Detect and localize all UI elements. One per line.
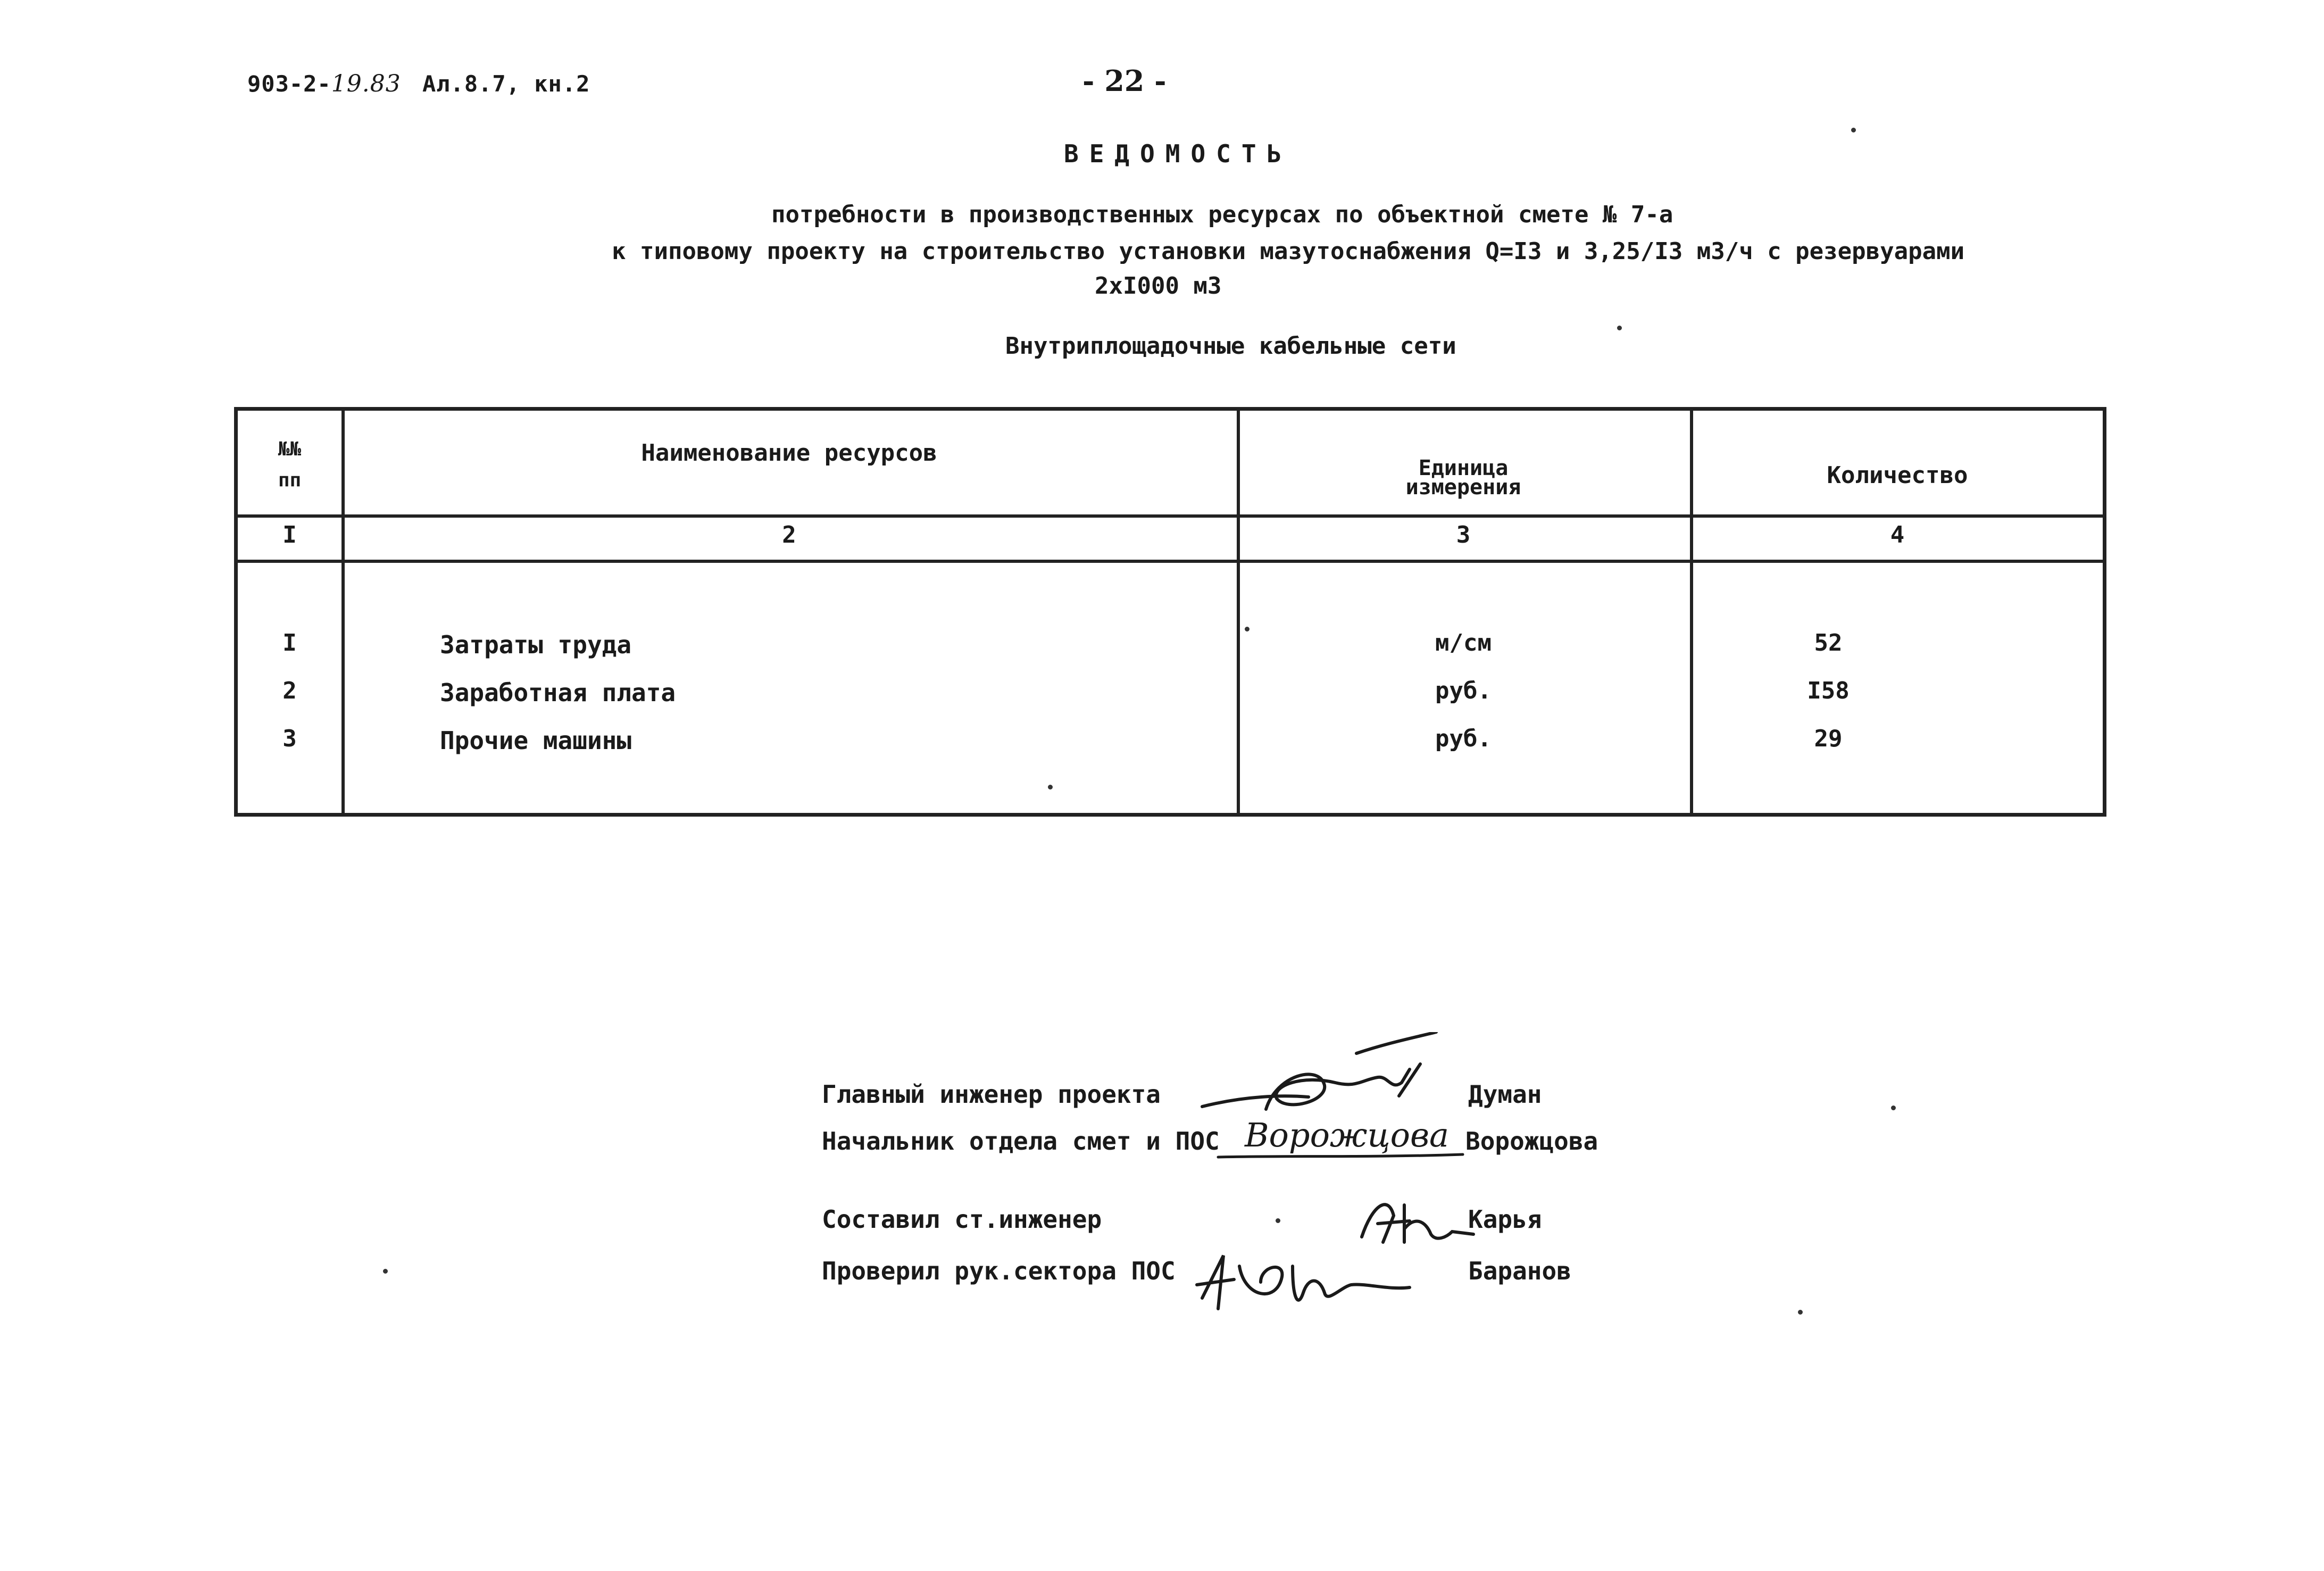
header-unit-line-1: Единица: [1418, 456, 1509, 480]
table-rule: [238, 560, 2103, 563]
header-unit: [1237, 458, 1690, 498]
signature-scribble-sector-head: [1192, 1234, 1415, 1319]
signature-role: Проверил рук.сектора ПОС: [822, 1257, 1176, 1285]
scan-speck: [1048, 785, 1053, 789]
scan-speck: [1798, 1310, 1803, 1315]
row-num: I: [282, 629, 297, 656]
row-num: 3: [282, 725, 297, 752]
row-name: Заработная плата: [440, 678, 676, 707]
row-name: Затраты труда: [440, 630, 632, 659]
page-number: - 22 -: [1082, 64, 1167, 98]
signature-name: Баранов: [1468, 1257, 1571, 1285]
signature-role: Главный инженер проекта: [822, 1080, 1161, 1109]
table-rule: [238, 514, 2103, 518]
row-name: Прочие машины: [440, 726, 632, 755]
col-number: 2: [782, 521, 796, 548]
document-title: ВЕДОМОСТЬ: [1064, 139, 1293, 168]
subtitle-line-2: к типовому проекту на строительство установки мазутоснабжения Q=I3 и 3,25/I3 м3/ч с резервуарами: [612, 238, 1965, 265]
subtitle-line-1: потребности в производственных ресурсах по объектной смете № 7-а: [771, 201, 1673, 228]
signature-name: Думан: [1468, 1080, 1542, 1109]
row-unit: руб.: [1435, 677, 1492, 704]
col-number: I: [282, 521, 297, 548]
scan-speck: [1276, 1218, 1280, 1223]
row-qty: 52: [1814, 629, 1843, 656]
row-qty: 29: [1814, 725, 1843, 752]
header-qty: Количество: [1827, 462, 1968, 489]
col-number: 4: [1890, 521, 1905, 548]
col-number: 3: [1456, 521, 1471, 548]
row-unit: м/см: [1435, 629, 1492, 656]
header-num-line-2: пп: [278, 469, 302, 491]
signature-scribble-head-estimates: [1213, 1107, 1468, 1186]
subtitle-line-3: 2хI000 м3: [1095, 272, 1222, 300]
signature-handwriting: Ворожцова: [1245, 1116, 1450, 1154]
row-qty: I58: [1807, 677, 1850, 704]
scan-speck: [1245, 627, 1250, 631]
table-divider: [341, 411, 345, 813]
document-code-suffix: Ал.8.7, кн.2: [422, 71, 590, 97]
header-name: Наименование ресурсов: [641, 439, 937, 467]
document-code-handwritten: 19.83: [331, 70, 401, 97]
header-unit-line-2: измерения: [1405, 475, 1521, 500]
header-num: [238, 440, 341, 490]
signature-name: Ворожцова: [1465, 1127, 1598, 1156]
document-code-prefix: 903-2-: [247, 71, 331, 97]
signature-role: Начальник отдела смет и ПОС: [822, 1127, 1220, 1156]
document-code: [247, 70, 590, 97]
scan-speck: [1617, 326, 1622, 330]
section-title: Внутриплощадочные кабельные сети: [1005, 333, 1456, 360]
signature-name: Карья: [1468, 1205, 1542, 1234]
row-unit: руб.: [1435, 725, 1492, 752]
scan-speck: [1851, 128, 1856, 132]
scan-speck: [383, 1269, 388, 1274]
signature-role: Составил ст.инженер: [822, 1205, 1102, 1234]
resources-table: [234, 407, 2106, 817]
header-num-line-1: №№: [278, 438, 302, 460]
row-num: 2: [282, 677, 297, 704]
scan-speck: [1891, 1105, 1896, 1110]
